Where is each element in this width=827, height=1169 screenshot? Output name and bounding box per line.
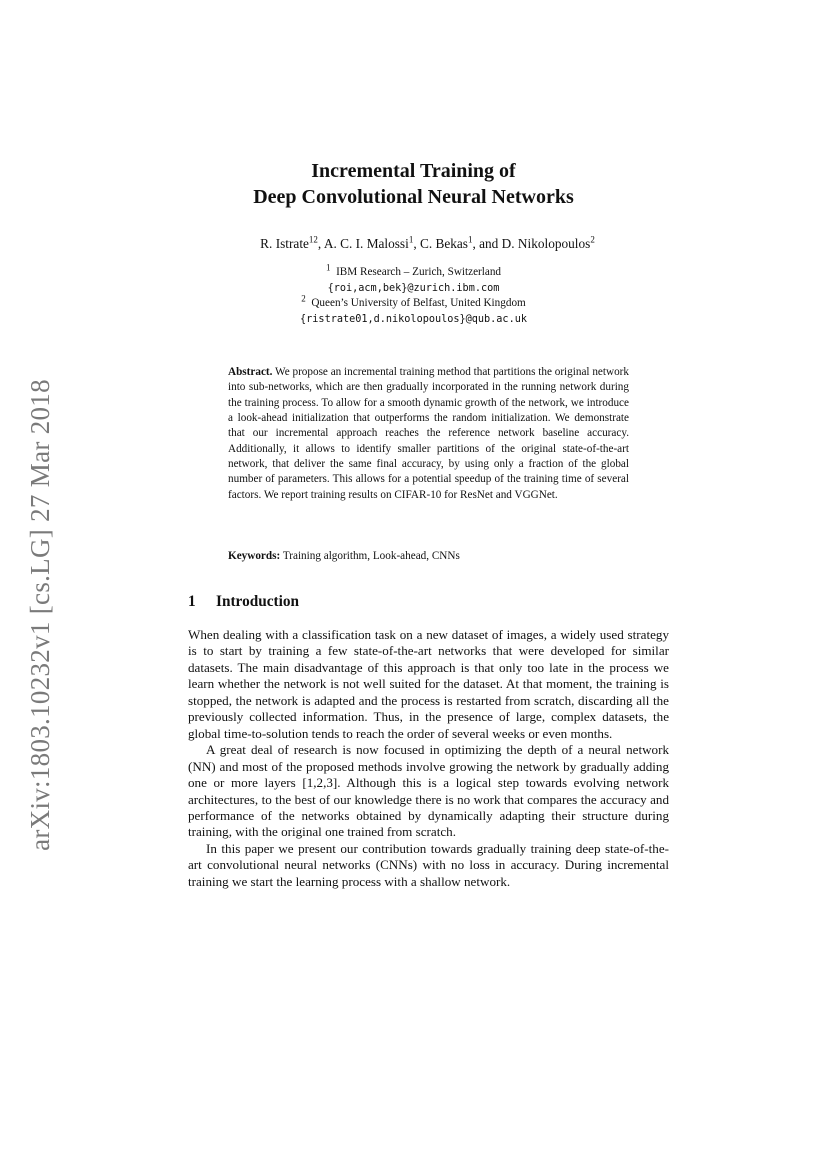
introduction-body (188, 627, 669, 890)
author-affiliation-mark: 2 (590, 234, 595, 245)
keywords-label: Keywords: (228, 550, 281, 562)
author-name: D. Nikolopoulos (501, 236, 591, 251)
affiliation-email: {roi,acm,bek}@zurich.ibm.com (327, 282, 500, 294)
abstract-label: Abstract. (228, 366, 273, 378)
author-separator: , (413, 236, 420, 251)
abstract (228, 365, 629, 503)
arxiv-identifier-stamp: arXiv:1803.10232v1 [cs.LG] 27 Mar 2018 (25, 379, 55, 851)
keywords (228, 549, 629, 564)
affiliation-line (0, 262, 827, 281)
keywords-text: Training algorithm, Look-ahead, CNNs (282, 550, 460, 562)
author-separator: , (317, 236, 324, 251)
author-name: A. C. I. Malossi (323, 236, 409, 251)
author-affiliation-mark: 12 (308, 234, 318, 245)
section-title: Introduction (216, 593, 300, 610)
author-list (0, 235, 827, 253)
abstract-text: We propose an incremental training method that partitions the original network into sub-networks, which are then gradually incorporated in the running network during the training process. To allow for a smooth dynamic growth of the network, we introduce a look-ahead initialization that outperforms the random initialization. We demonstrate that our incremental approach reaches the reference network baseline accuracy. Additionally, it allows to identify smaller partitions of the original state-of-the-art network, that deliver the same final accuracy, by using only a fraction of the global number of parameters. This allows for a potential speedup of the training time of several factors. We report training results on CIFAR-10 for ResNet and VGGNet. (228, 366, 629, 501)
paragraph: In this paper we present our contribution towards gradually training deep state-of-the-art convolutional neural networks (CNNs) with no loss in accuracy. During incremental training we start the learning process with a shallow network. (188, 840, 669, 889)
affiliation-email: {ristrate01,d.nikolopoulos}@qub.ac.uk (300, 313, 527, 325)
section-number: 1 (188, 593, 196, 610)
author-affiliation-mark: 1 (408, 234, 414, 245)
author-name: C. Bekas (419, 236, 468, 251)
affiliation-institution: Queen’s University of Belfast, United Kingdom (311, 297, 526, 309)
affiliation-block (0, 262, 827, 327)
paper-title-line-1: Incremental Training of (311, 160, 516, 182)
author-affiliation-mark: 1 (467, 234, 473, 245)
paragraph: A great deal of research is now focused in optimizing the depth of a neural network (NN) and most of the proposed methods involve growing the network by gradually adding one or more layers [1,2,3]. Although this is a logical step towards evolving network architectures, to the best of our knowledge there is no work that compares the accuracy and performance of the networks obtained by dynamically adapting their structure during training, with the original one trained from scratch. (188, 742, 669, 840)
author-name: R. Istrate (260, 236, 309, 251)
paragraph: When dealing with a classification task on a new dataset of images, a widely used strategy is to start by training a few state-of-the-art networks that were developed for similar datasets. The main disadvantage of this approach is that only too late in the process we learn whether the network is not well suited for the dataset. At that moment, the training is stopped, the network is adapted and the process is restarted from scratch, discarding all the previously collected information. Thus, in the presence of large, complex datasets, the global time-to-solution tends to reach the order of several weeks or even months. (188, 627, 669, 741)
author-separator: , and (472, 236, 502, 251)
affiliation-line (0, 293, 827, 312)
section-heading (188, 592, 299, 612)
affiliation-mark: 2 (301, 293, 306, 304)
affiliation-institution: IBM Research – Zurich, Switzerland (336, 266, 502, 278)
paper-title (0, 158, 827, 210)
affiliation-mark: 1 (325, 262, 331, 273)
paper-title-line-2: Deep Convolutional Neural Networks (253, 186, 574, 208)
